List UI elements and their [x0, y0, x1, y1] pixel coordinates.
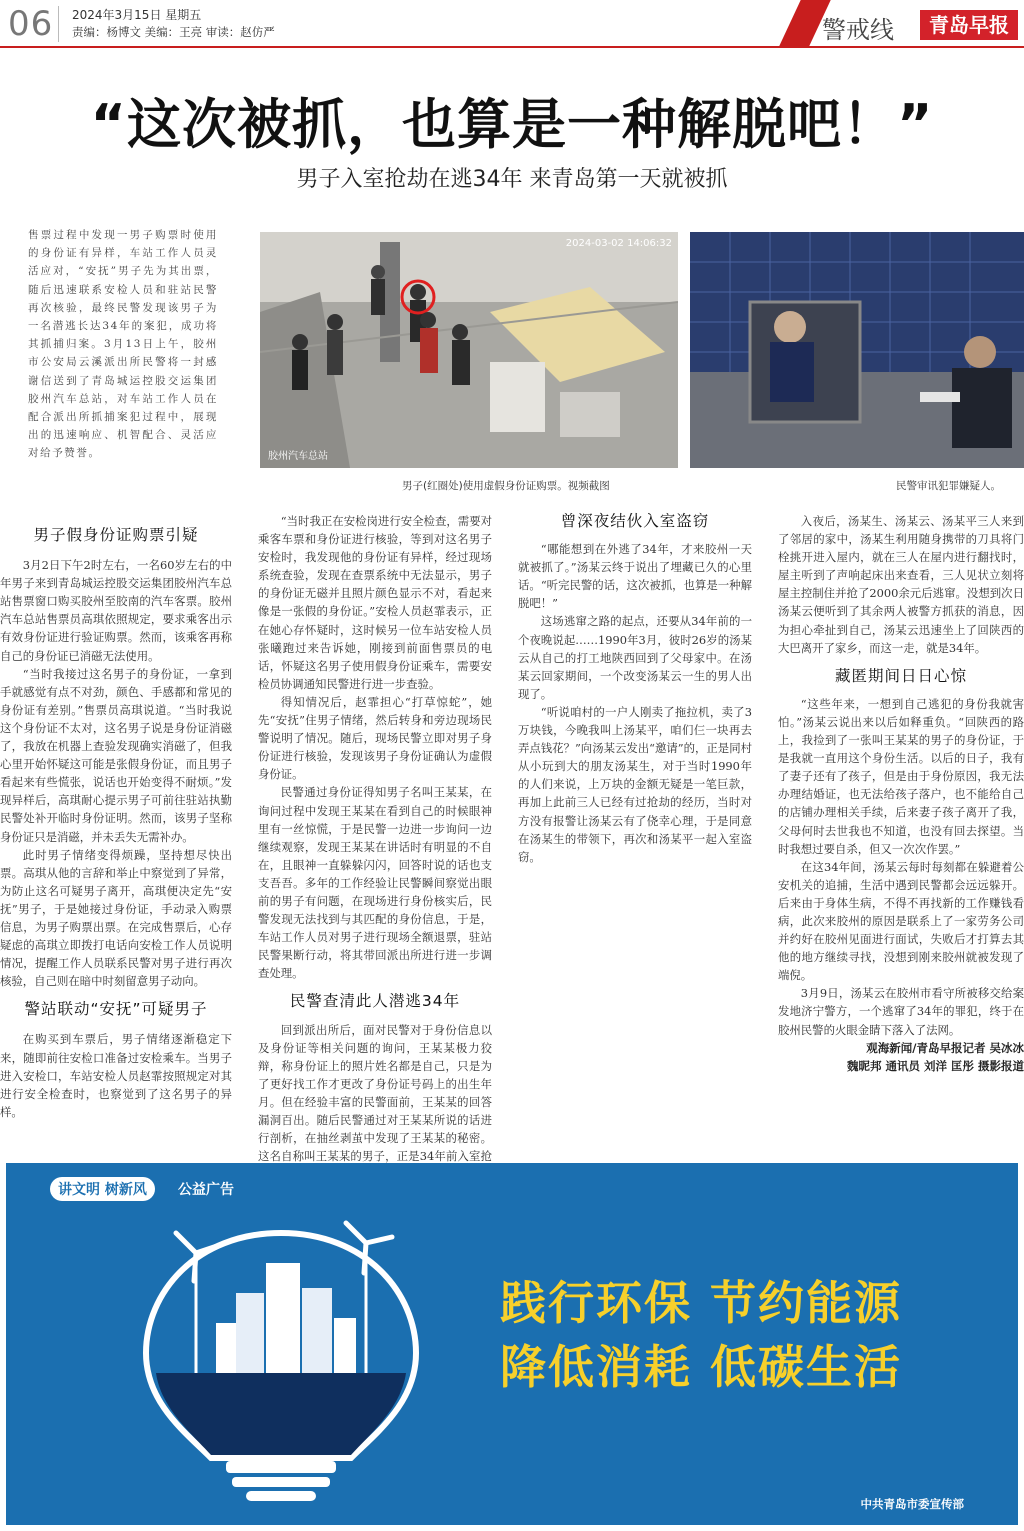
interrogation-scene-illustration [690, 232, 1024, 468]
ad-slogan-line-1: 践行环保 节约能源 [500, 1276, 903, 1330]
article-column-1 [0, 526, 232, 1121]
article-paragraph: “当时我接过这名男子的身份证，一拿到手就感觉有点不对劲，颜色、手感都和常见的身份证有差别。”售票员高琪说道。“当时我说这个身份证不太对，这名男子说是身份证消磁了，我放在机器上查验发现确实消磁了，但我心里开始怀疑这可能是张假身份证，而且男子看起来有些慌张，说话也开始变得不耐烦。”发现异样后，高琪耐心提示男子可前往驻站执勤民警处补开临时身份证明。然而，该男子坚称身份证只是消磁，并未丢失无需补办。 [0, 666, 232, 844]
article-paragraph: 得知情况后，赵霏担心“打草惊蛇”，她先“安抚”住男子情绪，然后转身和旁边现场民警说明了情况。随后，现场民警立即对男子身份证进行核验，发现该男子身份证确认为虚假身份证。 [258, 694, 492, 782]
public-service-ad [6, 1163, 1018, 1525]
article-paragraph: 3月2日下午2时左右，一名60岁左右的中年男子来到青岛城运控股交运集团胶州汽车总站售票窗口购买胶州至胶南的汽车客票。胶州汽车总站售票员高琪依照规定，要求乘客出示有效身份证进行验证购票。然而，该乘客再称自己的身份证已消磁无法使用。 [0, 558, 232, 663]
ad-slogan-line-2: 降低消耗 低碳生活 [500, 1340, 903, 1394]
section-name: 警戒线 [822, 16, 894, 44]
article-column-2 [258, 512, 492, 1220]
byline-reporter: 观海新闻/青岛早报记者 吴冰冰 [866, 1040, 1024, 1055]
ad-campaign-tag: 讲文明 树新风 [50, 1177, 155, 1201]
article-column-3 [518, 512, 752, 866]
article-paragraph: 民警通过身份证得知男子名叫王某某，在询问过程中发现王某某在看到自己的时候眼神里有一丝惊慌，于是民警一边进一步询问一边继续观察，发现王某某在讲话时有明显的不自在，且眼神一直躲躲闪闪，回答时说的话也支支吾吾。多年的工作经验让民警瞬间察觉出眼前的男子有问题，在现场进行身份核实后，民警发现无法找到与其匹配的身份信息，于是，车站工作人员对男子进行现场全额退票，驻站民警果断行动，将其带回派出所进行进一步调查处理。 [258, 785, 492, 981]
header-divider [58, 6, 59, 42]
section-heading-5: 藏匿期间日日心惊 [834, 666, 967, 685]
page-number: 06 [8, 4, 54, 44]
byline-credits: 魏昵邦 通讯员 刘洋 匡彤 摄影报道 [846, 1058, 1024, 1073]
article-paragraph: 3月9日，汤某云在胶州市看守所被移交给案发地济宁警方，一个逃窜了34年的罪犯，终于在胶州民警的火眼金睛下落入了法网。 [778, 986, 1024, 1037]
issue-date: 2024年3月15日 星期五 [72, 8, 202, 22]
article-paragraph: 此时男子情绪变得烦躁，坚持想尽快出票。高琪从他的言辞和举止中察觉到了异常，为防止这名可疑男子离开，高琪便决定先“安抚”男子，于是她接过身份证，手动录入购票信息，为男子购票出票。在完成售票后，心存疑虑的高琪立即拨打电话向安检工作人员说明情况，提醒工作人员联系民警对男子进行再次核验，自己则在暗中时刻留意男子动向。 [0, 847, 232, 989]
article-paragraph: 这场逃窜之路的起点，还要从34年前的一个夜晚说起……1990年3月，彼时26岁的汤某云从自己的打工地陕西回到了父母家中。在汤某云回家期间，一个改变汤某云一生的男人出现了。 [518, 614, 752, 701]
article-paragraph: “哪能想到在外逃了34年，才来胶州一天就被抓了。”汤某云终于说出了埋藏已久的心里话。“听完民警的话，这次被抓，也算是一种解脱吧！” [518, 542, 752, 611]
section-heading-2: 警站联动“安抚”可疑男子 [24, 1000, 208, 1019]
section-heading-3: 民警查清此人潜逃34年 [289, 992, 461, 1011]
subheadline: 男子入室抢劫在逃34年 来青岛第一天就被抓 [296, 167, 728, 192]
cctv-watermark: 胶州汽车总站 [268, 451, 328, 462]
header-rule [0, 46, 1024, 48]
ad-sponsor: 中共青岛市委宣传部 [860, 1497, 964, 1511]
article-paragraph: “当时我正在安检岗进行安全检查，需要对乘客车票和身份证进行核验，等到对这名男子安检时，我发现他的身份证有异样，经过现场系统查验，发现在查票系统中无法显示，男子的身份证无磁并且照片颜色显示不对，看起来像是一张假的身份证。”安检人员赵霏表示，正在她心存怀疑时，这时候另一位车站安检人员张曦跑过来告诉她，刚接到前面售票员的电话，怀疑这名男子使用假身份证乘车，需要安检员协调通知民警进行进一步查验。 [258, 514, 492, 691]
lead-paragraph: 售票过程中发现一男子购票时使用的身份证有异样，车站工作人员灵活应对，“安抚”男子先为其出票，随后迅速联系安检人员和驻站民警再次核验，最终民警发现该男子为一名潜逃长达34年的案犯，成功将其抓捕归案。3月13日上午，胶州市公安局云溪派出所民警将一封感谢信送到了青岛城运控股交运集团胶州汽车总站，对车站工作人员在配合派出所抓捕案犯过程中，展现出的迅速响应、机智配合、灵活应对给予赞誉。 [28, 229, 218, 460]
editor-credits: 责编：杨博文 美编：王亮 审读：赵仿严 [72, 25, 275, 39]
interrogation-photo [690, 232, 1024, 468]
article-paragraph: “这些年来，一想到自己逃犯的身份我就害怕。”汤某云说出来以后如释重负。“回陕西的路上，我捡到了一张叫王某某的男子的身份证，于是我就一直用这个身份生活。以后的日子，我有了妻子还有了孩子，但是由于身份原因，我无法办理结婚证，也无法给孩子落户，也不能给自己的店铺办理相关手续，后来妻子孩子离开了我，父母何时去世我也不知道，也没有回去探望。当时我想过要自杀，但又一次次作罢。” [778, 696, 1024, 856]
lightbulb-city-icon [116, 1193, 446, 1513]
newspaper-logo: 青岛早报 [920, 10, 1018, 40]
cctv-photo [260, 232, 678, 468]
headline: “这次被抓，也算是一种解脱吧！” [90, 93, 934, 156]
photo-caption-1: 男子(红圈处)使用虚假身份证购票。视频截图 [402, 480, 610, 492]
ad-type-label: 公益广告 [178, 1182, 234, 1198]
article-paragraph: 在这34年间，汤某云每时每刻都在躲避着公安机关的追捕，生活中遇到民警都会远远躲开。后来由于身体生病，不得不再找新的工作赚钱看病，此次来胶州的原因是联系上了一家劳务公司并约好在胶州见面进行面试，失败后才打算去其他的地方继续寻找，没想到刚来胶州就被发现了端倪。 [778, 859, 1024, 983]
photo-caption-2: 民警审讯犯罪嫌疑人。 [896, 480, 1001, 492]
article-paragraph: 回到派出所后，面对民警对于身份信息以及身份证等相关问题的询问，王某某极力狡辩，称身份证上的照片姓名都是自己，只是为了更好找工作才更改了身份证号码上的出生年月。但在经验丰富的民警面前，王某某的回答漏洞百出。随后民警通过对王某某所说的话进行剖析，在抽丝剥茧中发现了王某某的秘密。这名自称叫王某某的男子，正是34年前入室抢 [258, 1022, 492, 1164]
section-heading-4: 曾深夜结伙入室盗窃 [560, 512, 710, 530]
article-paragraph: 入夜后，汤某生、汤某云、汤某平三人来到了邻居的家中，汤某生利用随身携带的刀具将门栓挑开进入屋内，就在三人在屋内进行翻找时，屋主听到了声响起床出来查看，三人见状立刻将屋主控制住并抢了2000余元后逃窜。没想到次日汤某云便听到了其余两人被警方抓获的消息，因为担心牵扯到自己，汤某云迅速坐上了回陕西的大巴离开了家乡，而这一走，就是34年。 [778, 514, 1024, 655]
article-column-4 [778, 512, 1024, 1075]
cctv-timestamp: 2024-03-02 14:06:32 [565, 238, 672, 249]
article-paragraph: “听说咱村的一户人刚卖了拖拉机，卖了3万块钱，今晚我叫上汤某平，咱们仨一块再去弄点钱花？”向汤某云发出“邀请”的，正是同村从小玩到大的朋友汤某生，对于当时1990年的人们来说，上万块的金额无疑是一笔巨款，再加上此前三人已经有过抢劫的经历，当时对方没有报警让汤某云有了侥幸心理，于是同意在汤某生的带领下，再次和汤某平一起入室盗窃。 [518, 704, 752, 864]
article-paragraph: 在购买到车票后，男子情绪逐渐稳定下来，随即前往安检口准备过安检乘车。当男子进入安检口，车站安检人员赵霏按照规定对其进行安全检查时，也察觉到了这名男子的异样。 [0, 1032, 232, 1119]
cctv-scene-illustration [260, 232, 678, 468]
section-heading-1: 男子假身份证购票引疑 [33, 526, 199, 544]
